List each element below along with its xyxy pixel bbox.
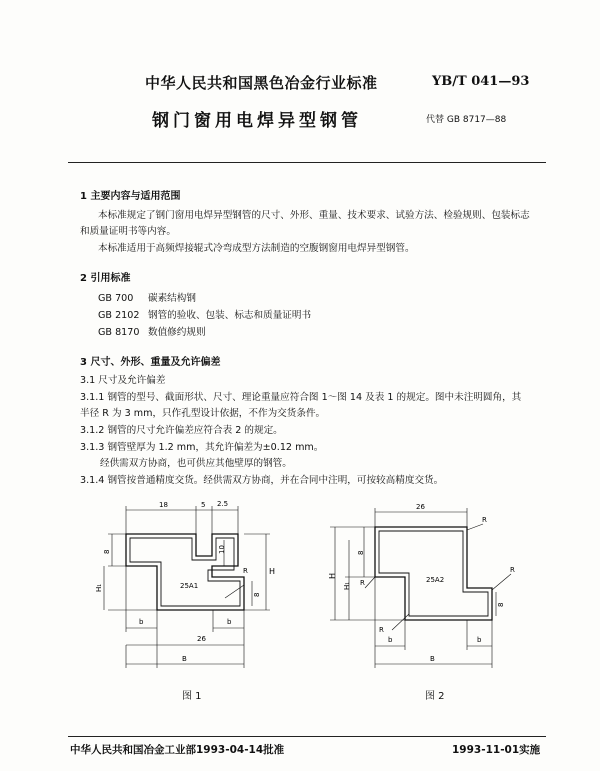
fig1-dim-B: B — [182, 655, 187, 663]
fig1-dim-H1: H₁ — [95, 583, 103, 592]
fig2-profile-inner — [379, 531, 488, 616]
replaces-note: 代替 GB 8717—88 — [426, 115, 507, 125]
section-1-para-1-line-1: 本标准规定了钢门窗用电焊异型钢管的尺寸、外形、重量、技术要求、试验方法、检验规则、包装标志 — [98, 210, 530, 221]
document-title: 钢门窗用电焊异型钢管 — [152, 111, 362, 131]
reference-title: 碳素结构钢 — [148, 293, 196, 304]
clause-3-1: 3.1 尺寸及允许偏差 — [80, 375, 166, 386]
fig1-dim-8b: 8 — [253, 592, 261, 597]
footer-rule — [68, 736, 546, 737]
fig2-dim-26: 26 — [416, 503, 425, 511]
issuing-body: 中华人民共和国黑色冶金行业标准 — [145, 74, 378, 92]
figure-2-drawing — [320, 496, 530, 686]
clause-3-1-3-line-1: 3.1.3 钢管壁厚为 1.2 mm，其允许偏差为±0.12 mm。 — [80, 442, 324, 453]
fig1-dim-8: 8 — [103, 549, 111, 554]
fig2-dim-R-right: R — [510, 566, 515, 574]
header-rule — [68, 162, 546, 163]
section-1-para-2: 本标准适用于高频焊接辊式冷弯成型方法制造的空腹钢窗用电焊异型钢管。 — [98, 243, 415, 254]
clause-3-1-1-line-2: 半径 R 为 3 mm，只作孔型设计依据，不作为交货条件。 — [80, 408, 326, 419]
section-1-para-1-line-2: 和质量证明书等内容。 — [80, 226, 176, 237]
fig2-dim-b-left: b — [388, 636, 393, 644]
fig2-label: 25A2 — [426, 576, 445, 584]
fig2-dim-R-bottom: R — [379, 626, 384, 634]
clause-3-1-4: 3.1.4 钢管按普通精度交货。经供需双方协商，并在合同中注明，可按较高精度交货。 — [80, 475, 444, 486]
figure-2-caption: 图 2 — [425, 691, 445, 702]
fig1-label: 25A1 — [180, 582, 199, 590]
effective-date: 1993-11-01实施 — [452, 744, 541, 756]
fig1-dim-b-right: b — [227, 618, 232, 626]
fig1-dim-2-5: 2.5 — [217, 500, 229, 508]
section-3-heading: 3 尺寸、外形、重量及允许偏差 — [80, 357, 221, 368]
clause-3-1-2: 3.1.2 钢管的尺寸允许偏差应符合表 2 的规定。 — [80, 425, 283, 436]
approval-note: 中华人民共和国冶金工业部1993-04-14批准 — [70, 744, 285, 756]
fig1-profile-outer — [126, 534, 244, 610]
fig2-profile-outer — [375, 527, 492, 620]
fig1-dim-R: R — [243, 567, 248, 575]
fig2-dim-R-left: R — [360, 579, 365, 587]
fig2-dim-B: B — [430, 655, 435, 663]
reference-item — [98, 292, 196, 306]
reference-code: GB 700 — [98, 293, 134, 304]
section-1-heading: 1 主要内容与适用范围 — [80, 191, 181, 202]
clause-3-1-1-line-1: 3.1.1 钢管的型号、截面形状、尺寸、理论重量应符合图 1～图 14 及表 1 的规定。图中未注明圆角，其 — [80, 392, 522, 403]
reference-title: 钢管的验收、包装、标志和质量证明书 — [148, 310, 312, 321]
figure-1-drawing — [88, 496, 288, 686]
fig2-dim-R-top: R — [482, 516, 487, 524]
section-2-heading: 2 引用标准 — [80, 273, 131, 284]
reference-code: GB 2102 — [98, 310, 140, 321]
reference-item — [98, 309, 311, 323]
fig2-dim-H: H — [328, 572, 337, 579]
fig2-dim-8: 8 — [357, 550, 365, 555]
fig2-dim-8b: 8 — [497, 602, 505, 607]
fig1-dim-18: 18 — [159, 501, 168, 509]
fig1-dim-H: H — [269, 567, 276, 576]
fig1-dim-5: 5 — [201, 501, 206, 509]
fig1-dim-b-left: b — [139, 618, 144, 626]
reference-code: GB 8170 — [98, 327, 140, 338]
figure-1-caption: 图 1 — [182, 691, 202, 702]
reference-title: 数值修约规则 — [148, 327, 206, 338]
fig2-dim-H1: H₁ — [343, 581, 351, 590]
clause-3-1-3-line-2: 经供需双方协商，也可供应其他壁厚的钢管。 — [100, 458, 292, 469]
fig2-dim-b-right: b — [477, 636, 482, 644]
standard-code: YB/T 041—93 — [432, 74, 530, 89]
reference-item — [98, 326, 206, 340]
fig1-dim-10: 10 — [218, 545, 226, 554]
fig1-dim-26: 26 — [197, 635, 206, 643]
